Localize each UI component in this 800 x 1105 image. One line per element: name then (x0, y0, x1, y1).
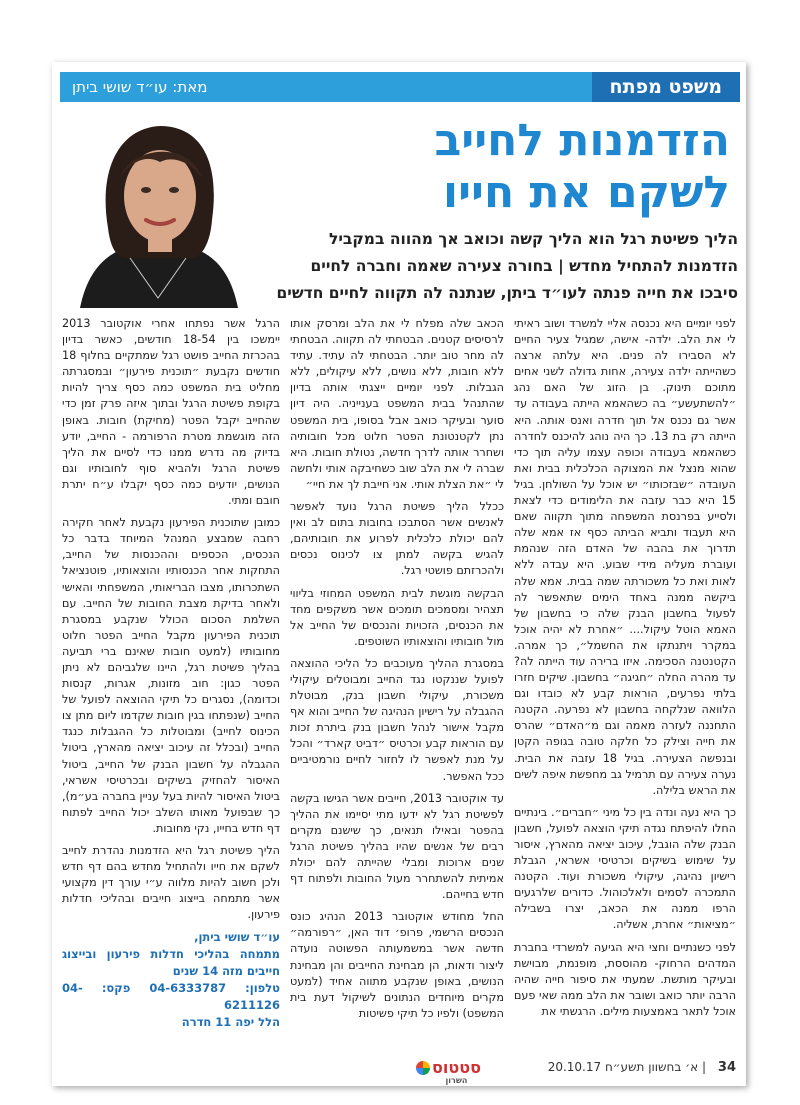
headline-line-1: הזדמנות לחייב (434, 115, 730, 166)
issue-date: | א׳ בחשוון תשע״ח 20.10.17 (547, 1060, 706, 1074)
portrait-illustration (60, 108, 256, 308)
signature-address: הלל יפה 11 חדרה (181, 1015, 280, 1030)
paragraph: במסגרת ההליך מעוכבים כל הליכי ההוצאה לפועל שננקטו נגד החייב ומבוטלים עיקולי משכורת, עיקולי חשבון בנק, מבוטלת ההגבלה על רישיון הנהיגה של החייב והוא אף מקבל אישור לנהל חשבון בנק ביתרת זכות עם הוראות קבע וכרטיס ״דביט קארד״ והכל על מנת לאפשר לו לחזור לחיים נורמטיביים ככל האפשר. (290, 656, 504, 783)
paragraph: הכאב שלה מפלח לי את הלב ומרסק אותו לרסיסים קטנים. הבטחתי לה תקווה. הבטחתי לה מחר טוב יותר. הבטחתי לה עתיד. עתיד ללא חובות, ללא נושים, ללא עיקולים, ללא הגבלות. לפני יומיים ייצגתי אותה בדיון שהתנהל בבית המשפט בענייניה. היה דיון סוער ובעיקר כואב אבל בסופו, בית המשפט נתן לקטנטונת הפטר חלוט מכל חובותיה ושחרר אותה לדרך חדשה, נטולת חובות. היא שברה לי את הלב שוב כשחיבקה אותי ולחשה לי ״את הצלת אותי. אני חייבת לך את חיי״ (290, 317, 504, 491)
paragraph: לפני יומיים היא נכנסה אליי למשרד ושוב ראיתי לי את הלב. ילדה- אישה, שמגיל צעיר החיים לא הסבירו לה פנים. היא עלתה ארצה כשהייתה ילדה צעירה, אחות גדולה לשני אחים מתוכם תינוק. בן הזוג של האם נהג ״להשתעשע״ בה כשהאמא הייתה בעבודה עד אשר גם נכנס אל תוך חדרה ואנס אותה. היא הייתה רק בת 13. כך היה נוהג להיכנס לחדרה כשהאמא בעבודה וכופה עצמו עליה תוך כדי שהוא מנצל את המצוקה הכלכלית בבית ואת העובדה ״שבזכותו״ יש אוכל על השולחן. בגיל 15 היא כבר עזבה את הלימודים כדי לצאת ולסייע בפרנסת המשפחה מתוך תקווה שאם היא תעבוד ותביא הביתה כסף אז אמא שלה תדרוך את בהבה של האדם הזה שנהמת ועוברת מעליה מידי שבוע. היא עבדה ללא לאות ואת כל משכורתה שמה בבית. אמא שלה ביקשה ממנה באחד הימים שתאפשר לה לפעול בחשבון הבנק שלה כי בחשבון של האמא הוטל עיקול.... ״אחרת לא יהיה אוכל במקרר ויתנתקו את החשמל״, כך אמרה. הקטנטנה הסכימה. איזו ברירה עוד הייתה לה? עד מהרה החלה ״חגיגה״ בחשבון. שיקים חזרו בלתי נפרעים, הוראות קבע לא כובדו וגם הלוואה שנלקחה בחשבון לא נפרעה. הקטנה התחננה לעזרה מאמה וגם מ״האדם״ שהרס את חייה וצילק כל חלקה טובה בגופה הקטן ובנפשה הצעירה. בגיל 18 עזבה את הבית. נערה צעירה עם תרמיל גב מחפשת איפה לשים את הראש בלילה. (514, 317, 736, 797)
page-footer (60, 1058, 740, 1085)
article-column-middle (290, 316, 504, 1052)
author-portrait-photo (60, 108, 256, 308)
signature-phones: טלפון: 04-6333787 פקס: 04-6211126 (62, 981, 280, 1013)
headline-line-2: לשקם את חייו (443, 167, 730, 218)
signature-name: עו״ד שושי ביתן, (194, 930, 280, 945)
paragraph: הרגל אשר נפתחו אחרי אוקטובר 2013 יימשכו בין 18-54 חודשים, כאשר בדיון בהכרזת החייב פושט רגל שמתקיים בחלוף 18 חודשים נקבעת ״תוכנית פירעון״ ובמסגרתה מחליט בית המשפט כמה כסף צריך להיות בקופת פשיטת הרגל ובתוך איזה פרק זמן כדי שהחייב יקבל הפטר (מחיקת) חובות. באופן הזה מוגשמת מטרת הרפורמה - החייב, יודע בדיוק מה נדרש ממנו כדי לסיים את הליך פשיטת הרגל ולהביא סוף לחובותיו וגם הנושים, יודעים כמה כסף יקבלו ע״ח יתרת חובם ומתי. (62, 317, 280, 508)
paragraph: הליך פשיטת רגל היא הזדמנות נהדרת לחייב לשקם את חייו ולהתחיל מחדש בהם דף חדש ולכן חשוב להיות מלווה ע״י עורך דין מקצועי אשר מתמחה בייצוג חייבים ובהליכי חדלות פירעון. (62, 844, 280, 922)
page-number: 34 (717, 1060, 736, 1075)
status-logo-icon (416, 1061, 430, 1075)
signature-specialty: מתמחה בהליכי חדלות פירעון ובייצוג חייבים מזה 14 שנים (62, 947, 280, 979)
paragraph: לפני כשנתיים וחצי היא הגיעה למשרדי בחברת המדהים הרחוק- מהוססת, מופנמת, מבוישת ובעיקר מותשת. שמעתי את סיפור חייה שהיה הרבה יותר כואב ושובר את הלב ממה שאי פעם אוכל לתאר באמצעות מילים. הרגשתי את (514, 940, 736, 1018)
paragraph: ככלל הליך פשיטת הרגל נועד לאפשר לאנשים אשר הסתבכו בחובות בתום לב ואין להם יכולת כלכלית לפרוע את חובותיהם, להגיש בקשה למתן צו לכינוס נכסים ולהכרזתם פושטי רגל. (290, 500, 504, 578)
section-title: משפט מפתח (592, 72, 740, 102)
author-line: מאת: עו״ד שושי ביתן (72, 78, 208, 96)
logo-text: סטטוס (432, 1058, 481, 1077)
header-bar (60, 72, 740, 102)
subtitle-line-1: הליך פשיטת רגל הוא הליך קשה וכואב אך מהווה במקביל (328, 230, 738, 248)
paragraph: עד אוקטובר 2013, חייבים אשר הגישו בקשה לפשיטת רגל לא ידעו מתי יסיימו את ההליך בהפטר ובאילו תנאים, כך שישנם מקרים רבים של אנשים שהיו בהליך פשיטת הרגל שנים ארוכות ומבלי שהייתה להם יכולת אמיתית להשתחרר מעול החובות ולפתוח דף חדש בחייהם. (290, 791, 504, 902)
paragraph: החל מחודש אוקטובר 2013 הנהיג כונס הנכסים הרשמי, פרופ׳ דוד האן, ״רפורמה״ חדשה אשר במשמעותה הפשוטה נועדה ליצור ודאות, הן מבחינת החייבים והן מבחינת הנושים, באופן שנקבע מתווה אחיד (למעט מקרים מיוחדים הנתונים לשיקול דעת בית המשפט) ולפיו כל תיקי פשיטות (290, 910, 504, 1020)
subtitle-line-2: הזדמנות להתחיל מחדש | בחורה צעירה שאמה וחברה לחיים (310, 257, 738, 275)
paragraph: כך היא נעה ונדה בין כל מיני ״חברים״. בינתיים החלו להיפתח נגדה תיקי הוצאה לפועל, חשבון הבנק שלה הוגבל, עיכוב יציאה מהארץ, איסור על שימוש בשיקים וכרטיסי אשראי, הגבלת רישיון נהיגה, עיקולי משכורת ועוד. הקטנה התמכרה לסמים ולאלכוהול. כדורים שלרגעים הרפו ממנה את הכאב, יצרו בשבילה ״מציאות״ אחרת, אשליה. (514, 805, 736, 932)
logo-subtext: השרון (445, 1076, 468, 1085)
publication-logo (432, 1058, 481, 1085)
subtitle-line-3: סיבכו את חייה פנתה לעו״ד ביתן, שנתנה לה תקווה לחיים חדשים (276, 284, 738, 302)
author-signature-block (62, 929, 280, 1031)
paragraph: כמובן שתוכנית הפירעון נקבעת לאחר חקירה רחבה שמבצע המנהל המיוחד בדבר כל הנכסים, הכספים וההכנסות של החייב, התחקות אחר הכנסותיו והוצאותיו, פוטנציאל השתכרותו, מצבו הבריאותי, המשפחתי והאישי ולאחר בדיקת מצבת החובות של החייב. עם השלמת הסכום הכולל שנקבע במסגרת תוכנית הפירעון מקבל החייב הפטר חלוט מחובותיו (למעט חובות שאינם ברי תביעה בהליך פשיטת רגל, היינו שלגביהם לא ניתן הפטר כגון: חוב מזונות, אגרות, קנסות וכדומה), נסגרים כל תיקי ההוצאה לפועל של החייב (שנפתחו בגין חובות שקדמו ליום מתן צו הכינוס לחייב) ומבוטלות כל ההגבלות כנגד החייב (ובכלל זה עיכוב יציאה מהארץ, ביטול ההגבלה על חשבון הבנק של החייב, ביטול האיסור להחזיק בשיקים ובכרטיסי אשראי, ביטול האיסור להיות בעל עניין בחברה בע״מ), כך שבפועל מאותו השלב יכול החייב לפתוח דף חדש בחייו, נקי מחובות. (62, 516, 280, 835)
article-column-right (514, 316, 736, 1052)
paragraph: הבקשה מוגשת לבית המשפט המחוזי בליווי תצהיר ומסמכים תומכים אשר משקפים מחד את הכנסים, הזכויות והנכסים של החייב אל מול חובותיו והוצאותיו השוטפים. (290, 586, 504, 648)
article-column-left (62, 316, 280, 1052)
